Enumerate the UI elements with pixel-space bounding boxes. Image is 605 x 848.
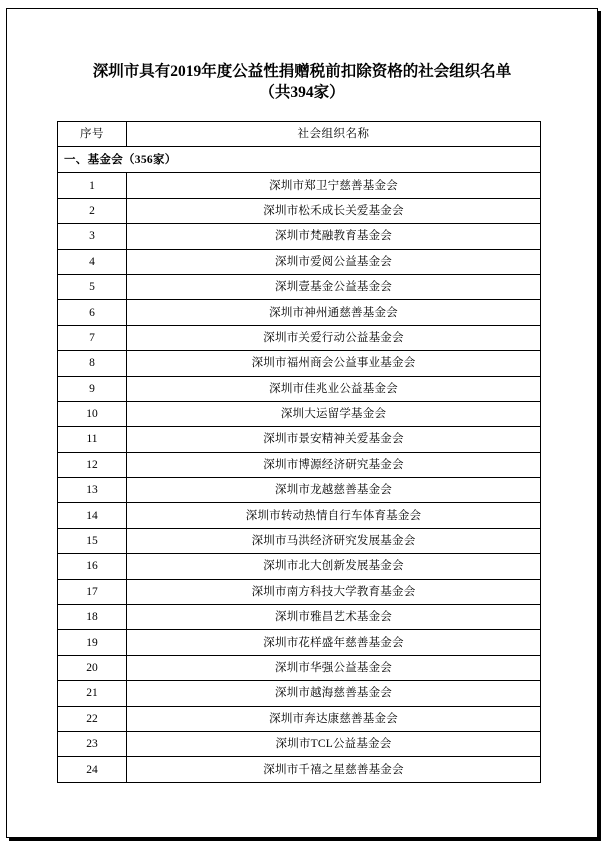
organization-table-container	[57, 121, 540, 783]
cell-organization-name: 深圳市神州通慈善基金会	[127, 300, 541, 325]
cell-sequence-number: 20	[58, 655, 127, 680]
table-row	[58, 478, 541, 503]
cell-sequence-number: 3	[58, 224, 127, 249]
document-page	[6, 8, 598, 838]
page-title	[7, 9, 597, 103]
table-row	[58, 198, 541, 223]
table-row	[58, 503, 541, 528]
cell-sequence-number: 2	[58, 198, 127, 223]
cell-sequence-number: 7	[58, 325, 127, 350]
table-row	[58, 731, 541, 756]
cell-sequence-number: 9	[58, 376, 127, 401]
table-row	[58, 249, 541, 274]
cell-organization-name: 深圳市梵融教育基金会	[127, 224, 541, 249]
cell-sequence-number: 16	[58, 554, 127, 579]
table-row	[58, 173, 541, 198]
table-header-row	[58, 122, 541, 147]
cell-sequence-number: 11	[58, 427, 127, 452]
cell-sequence-number: 18	[58, 605, 127, 630]
table-row	[58, 681, 541, 706]
page-title-line-1: 深圳市具有2019年度公益性捐赠税前扣除资格的社会组织名单	[92, 63, 512, 80]
table-row	[58, 757, 541, 782]
table-row	[58, 706, 541, 731]
cell-organization-name: 深圳市花样盛年慈善基金会	[127, 630, 541, 655]
table-row	[58, 351, 541, 376]
cell-organization-name: 深圳市爱阅公益基金会	[127, 249, 541, 274]
cell-organization-name: 深圳市龙越慈善基金会	[127, 478, 541, 503]
table-body	[58, 147, 541, 782]
cell-sequence-number: 13	[58, 478, 127, 503]
table-row	[58, 325, 541, 350]
table-row	[58, 224, 541, 249]
cell-organization-name: 深圳市福州商会公益事业基金会	[127, 351, 541, 376]
cell-sequence-number: 22	[58, 706, 127, 731]
table-header	[58, 122, 541, 147]
cell-sequence-number: 23	[58, 731, 127, 756]
cell-sequence-number: 17	[58, 579, 127, 604]
cell-organization-name: 深圳市转动热情自行车体育基金会	[127, 503, 541, 528]
cell-sequence-number: 12	[58, 452, 127, 477]
cell-organization-name: 深圳市千禧之星慈善基金会	[127, 757, 541, 782]
table-row	[58, 274, 541, 299]
table-row	[58, 630, 541, 655]
cell-sequence-number: 21	[58, 681, 127, 706]
column-header-seq: 序号	[58, 122, 127, 147]
table-row	[58, 401, 541, 426]
cell-sequence-number: 8	[58, 351, 127, 376]
cell-sequence-number: 19	[58, 630, 127, 655]
cell-organization-name: 深圳市马洪经济研究发展基金会	[127, 528, 541, 553]
table-row	[58, 300, 541, 325]
table-section-row	[58, 147, 541, 173]
cell-sequence-number: 6	[58, 300, 127, 325]
column-header-name: 社会组织名称	[127, 122, 541, 147]
page-title-line-2: （共394家）	[259, 84, 345, 101]
cell-organization-name: 深圳市景安精神关爱基金会	[127, 427, 541, 452]
table-row	[58, 452, 541, 477]
table-row	[58, 427, 541, 452]
cell-organization-name: 深圳市南方科技大学教育基金会	[127, 579, 541, 604]
table-row	[58, 655, 541, 680]
cell-sequence-number: 1	[58, 173, 127, 198]
cell-sequence-number: 14	[58, 503, 127, 528]
cell-organization-name: 深圳市关爱行动公益基金会	[127, 325, 541, 350]
cell-sequence-number: 15	[58, 528, 127, 553]
table-row	[58, 376, 541, 401]
table-section-label: 一、基金会（356家）	[58, 147, 541, 173]
table-row	[58, 554, 541, 579]
table-row	[58, 528, 541, 553]
cell-organization-name: 深圳市华强公益基金会	[127, 655, 541, 680]
cell-organization-name: 深圳市越海慈善基金会	[127, 681, 541, 706]
cell-organization-name: 深圳市佳兆业公益基金会	[127, 376, 541, 401]
cell-organization-name: 深圳市雅昌艺术基金会	[127, 605, 541, 630]
table-row	[58, 579, 541, 604]
table-row	[58, 605, 541, 630]
cell-sequence-number: 5	[58, 274, 127, 299]
cell-organization-name: 深圳壹基金公益基金会	[127, 274, 541, 299]
cell-sequence-number: 10	[58, 401, 127, 426]
cell-organization-name: 深圳市博源经济研究基金会	[127, 452, 541, 477]
cell-sequence-number: 24	[58, 757, 127, 782]
cell-organization-name: 深圳市北大创新发展基金会	[127, 554, 541, 579]
cell-sequence-number: 4	[58, 249, 127, 274]
cell-organization-name: 深圳大运留学基金会	[127, 401, 541, 426]
cell-organization-name: 深圳市奔达康慈善基金会	[127, 706, 541, 731]
organization-table	[57, 121, 541, 783]
cell-organization-name: 深圳市松禾成长关爱基金会	[127, 198, 541, 223]
cell-organization-name: 深圳市TCL公益基金会	[127, 731, 541, 756]
cell-organization-name: 深圳市郑卫宁慈善基金会	[127, 173, 541, 198]
